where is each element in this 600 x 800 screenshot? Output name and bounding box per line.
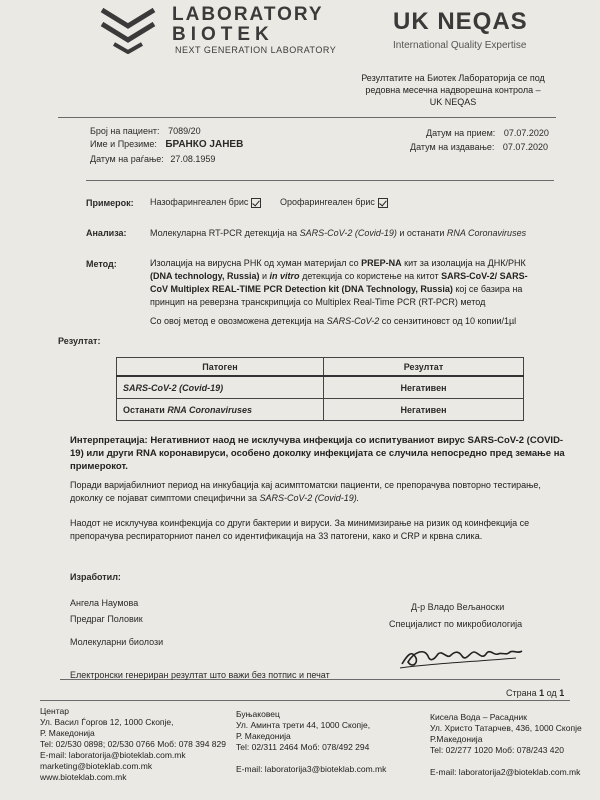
patient-dob-label: Датум на раѓање: [90,154,164,164]
divider [86,180,554,181]
lab-name-line2: BIOTEK [172,24,274,45]
method-text-part: Изолација на вирусна РНК од хуман материјал со [150,258,362,268]
issued-date-row [410,142,548,152]
coinfection-note-line: Наодот не исклучува коинфекција со други бактерии и вируси. За минимизирање на ризик од коинфекција се [70,518,530,528]
lab-tagline: NEXT GENERATION LABORATORY [175,45,337,55]
quality-note-line: Резултатите на Биотек Лабораторија се под [361,73,545,83]
coinfection-note [70,517,580,543]
analysis-text-part: SARS-CoV-2 (Covid-19) [299,228,397,238]
retest-note-part: доколку се појават симптоми специфични за [70,493,260,503]
coinfection-note-line: препорачува респираторниот панел со идентификација на 33 патогени, како и CRP и крвна слика. [70,531,483,541]
received-date-row [426,128,549,138]
analysis-text-part: Молекуларна RT-PCR детекција на [150,228,300,238]
analysis-text [150,228,526,238]
interpretation-line: примерокот. [70,461,128,472]
method-text-part: SARS-CoV-2/ SARS- [441,271,528,281]
method-text-part: кит за изолација на ДНК/РНК [401,258,526,268]
patient-dob-row [90,154,215,164]
issued-date-label: Датум на издавање: [410,142,495,152]
retest-note-line: Поради варијабилниот период на инкубација кај асимптоматски пациенти, се препорачува повторно тестирање, [70,480,541,490]
footer-email[interactable]: E-mail: laboratorija@bioteklab.com.mk [40,750,186,760]
footer-phone: Tel: 02/530 0898; 02/530 0766 Моб: 078 394 829 [40,739,226,749]
lab-name-line1: LABORATORY [172,4,324,25]
footer-city: Р. Македонија [236,731,291,741]
table-row [117,376,524,399]
pathogen-name: Останати [123,404,168,415]
retest-note-part: SARS-CoV-2 (Covid-19). [259,493,360,503]
result-table [116,357,524,421]
footer-address: Ул. Васил Ѓоргов 12, 1000 Скопје, [40,717,174,727]
footer-website[interactable]: www.bioteklab.com.mk [40,772,127,782]
checkbox-checked-icon [251,198,261,208]
divider [58,117,556,118]
interpretation-text [70,434,570,473]
footer-phone: Tel: 02/311 2464 Моб: 078/492 294 [236,742,370,752]
method-text-part: кој се базира на [452,284,523,294]
footer-email[interactable]: marketing@bioteklab.com.mk [40,761,153,771]
analysis-label: Анализа: [86,228,127,238]
patient-number: 7089/20 [168,126,201,136]
interpretation-line: Интерпретација: Негативниот наод не исклучува инфекција со испитуваниот вирус SARS-CoV-2 (COVID- [70,435,564,446]
prepared-by-person: Ангела Наумова [70,598,139,608]
method-text [150,257,570,328]
method-label: Метод: [86,259,117,269]
footer-location-kisela-voda [430,712,596,778]
checkbox-checked-icon [378,198,388,208]
footer-location-bunjakovec [236,709,416,775]
page-indicator-part: од [544,688,560,698]
footer-location-name: Кисела Вода – Расадник [430,712,528,722]
pathogen-cell [117,399,324,421]
method-text-part: Со овој метод е овозможена детекција на [150,316,327,326]
electronic-disclaimer: Електронски генериран резултат што важи без потпис и печат [70,670,330,680]
interpretation-line: 19) или други RNA коронавируси, особено доколку инфекцијата се случила непосредно пред земање на [70,448,565,459]
page-indicator [506,688,564,698]
doctor-signature-icon [398,638,526,672]
quality-note-line: редовна месечна надворешна контрола – [365,85,541,95]
method-text-part: (DNA Technology, Russia) [341,284,453,294]
specimen-label: Примерок: [86,198,134,208]
footer-location-name: Буњаковец [236,709,280,719]
footer-location-center [40,706,250,783]
method-text-part: PREP-NA [361,258,402,268]
footer-email[interactable]: E-mail: laboratorija2@bioteklab.com.mk [430,767,581,777]
result-cell: Негативен [324,399,524,421]
uk-neqas-subtitle: International Quality Expertise [393,40,527,51]
specimen-option-label: Орофарингеален брис [280,197,375,207]
pathogen-name: SARS-CoV-2 (Covid-19) [123,382,224,393]
uk-neqas-logo: UK NEQAS [393,8,528,35]
biotek-logo-icon [96,4,160,54]
method-text-part: CoV Multiplex REAL-TIME PCR Detection kit [150,284,340,294]
column-header-result: Резултат [324,358,524,377]
patient-dob: 27.08.1959 [170,154,216,164]
prepared-by-role: Молекуларни биолози [70,637,164,647]
page-indicator-part: Страна [506,688,540,698]
issued-date: 07.07.2020 [502,142,548,152]
method-text-part: со сензитиновст од 10 копии/1µl [379,316,517,326]
analysis-text-part: и останати [396,228,447,238]
divider [40,700,570,701]
received-date: 07.07.2020 [503,128,549,138]
patient-name-row [90,139,243,150]
received-date-label: Датум на прием: [426,128,496,138]
footer-city: Р. Македонија [40,728,95,738]
doctor-title: Специјалист по микробиологија [389,619,523,629]
analysis-text-part: RNA Coronaviruses [446,228,527,238]
footer-phone: Tel: 02/277 1020 Моб: 078/243 420 [430,745,564,755]
quality-control-note [340,72,566,108]
page-current: 1 [539,688,545,698]
retest-note [70,479,580,505]
column-header-pathogen: Патоген [117,358,324,377]
result-label: Резултат: [58,336,101,346]
footer-city: Р.Македонија [430,734,483,744]
method-text-part: и [259,271,270,281]
footer-email[interactable]: E-mail: laboratorija3@bioteklab.com.mk [236,764,387,774]
method-text-part: in vitro [269,271,300,281]
method-text-part: SARS-CoV-2 [326,316,380,326]
result-cell: Негативен [324,376,524,399]
patient-name: БРАНКО ЈАНЕВ [165,139,244,150]
pathogen-cell [117,376,324,399]
patient-name-label: Име и Презиме: [90,139,157,149]
footer-address: Ул. Христо Татарчев, 436, 1000 Скопје [430,723,582,733]
specimen-option-oropharyngeal [280,197,388,208]
footer-address: Ул. Аминта трети 44, 1000 Скопје, [236,720,371,730]
prepared-by-person: Предраг Половик [70,614,143,624]
patient-number-row [90,126,201,136]
specimen-option-label: Назофарингеален брис [150,197,249,207]
pathogen-name: RNA Coronaviruses [167,404,252,415]
method-text-part: детекција со користење на китот [299,271,442,281]
patient-number-label: Број на пациент: [90,126,160,136]
method-text-part: (DNA technology, Russia) [150,271,260,281]
page-total: 1 [559,688,565,698]
quality-note-line: UK NEQAS [429,97,477,107]
doctor-name: Д-р Владо Вељаноски [411,602,505,612]
prepared-by-label: Изработил: [70,572,121,582]
table-header-row [117,358,524,377]
table-row [117,399,524,421]
method-text-part: принцип на реверзна транскрипција со Multiplex Real-Time PCR (RT-PCR) метод [150,297,486,307]
specimen-option-nasopharyngeal [150,197,261,208]
footer-location-name: Центар [40,706,69,716]
